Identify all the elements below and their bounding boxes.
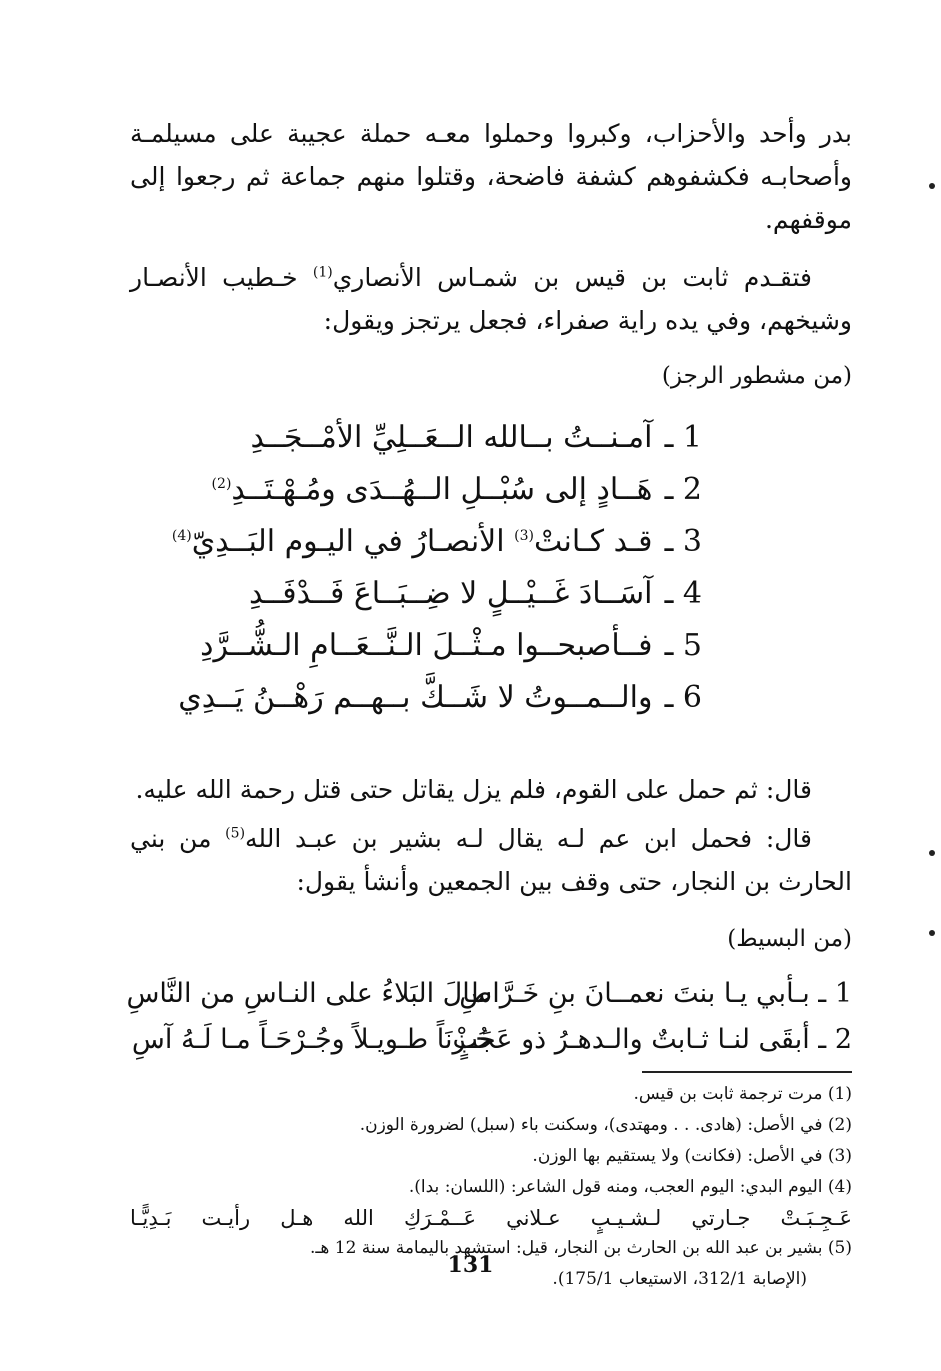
footnote-ref-1: (1) <box>312 264 333 281</box>
poem-line-number: 4 ـ <box>664 576 702 611</box>
poem-line-text: آسَــادَ غَــيْــلٍ لا ضِــبَــاعَ فَــدْفَــدِ <box>248 576 653 611</box>
poem-line-6 <box>130 672 702 724</box>
hemistich-second: حُـزْنَاً طـويـلاً وجُـرْحَـاً مـا لَـهُ آسِ <box>131 1024 492 1055</box>
footnote-ref-2: (2) <box>211 476 232 492</box>
footnote-ref-5: (5) <box>225 825 246 842</box>
hemistich-first: 1 ـ بـأبي يـا بنتَ نعمــانَ بنِ خَـرَّاسِ <box>459 978 852 1009</box>
poem-line-number: 6 ـ <box>664 680 702 715</box>
poem-line-text: آمـنــتُ بــالله الــعَــلِيِّ الأمْــجَــدِ <box>250 420 653 455</box>
footnote-4: (4) اليوم البدي: اليوم العجب، ومنه قول الشاعر: (اللسان: بدا). <box>408 1177 852 1197</box>
hemistich-second: طالَ البَلاءُ على النـاسِ من النَّاسِ <box>126 978 492 1009</box>
footnote-5-source: (الإصابة 312/1، الاستيعاب 175/1). <box>552 1269 807 1289</box>
meter-label-rajaz: (من مشطور الرجز) <box>661 363 852 389</box>
poem-line-5 <box>130 620 702 672</box>
scan-speck <box>929 183 935 189</box>
poem-line-text: هَــادٍ إلى سُبْــلِ الــهُــدَى ومُـهْـتَــدِ <box>231 472 653 507</box>
poem-line-number: 5 ـ <box>664 628 702 663</box>
scan-speck <box>929 850 935 856</box>
footnote-4-verse: عَـجِـبَـتْ جـارتي لـشـيـبٍ عـلاني عَــمْـرَكِ الله هـل رأيـت بَـدِيًّـا <box>130 1206 852 1230</box>
footnote-ref-4: (4) <box>171 528 192 544</box>
paragraph-2 <box>130 256 852 342</box>
poem-basit <box>126 971 852 1063</box>
footnote-2: (2) في الأصل: (هادى. . . ومهتدى)، وسكنت باء (سبل) لضرورة الوزن. <box>359 1115 852 1135</box>
page-body <box>126 112 852 1295</box>
paragraph-2-text-a: فتقـدم ثابت بن قيس بن شمـاس الأنصاري <box>332 263 812 292</box>
poem-line-text: فــأصبحــوا مـثْــلَ الـنَّــعَــامِ الـشُّــرَّدِ <box>200 628 653 663</box>
paragraph-4-text-a: قال: فحمل ابن عم لـه يقال لـه بشير بن عبـد الله <box>245 824 812 853</box>
page-number: 131 <box>447 1252 494 1278</box>
footnote-divider <box>642 1071 852 1073</box>
poem-line-text: قـد كـانتْ <box>534 524 653 559</box>
footnote-5: (5) بشير بن عبد الله بن الحارث بن النجار، قيل: استشهد باليمامة سنة 12 هـ. <box>310 1238 852 1258</box>
footnote-ref-3: (3) <box>514 528 535 544</box>
meter-label-basit: (من البسيط) <box>727 926 852 952</box>
hemistich-first: 2 ـ أبقَى لنـا ثـابتٌ والـدهـرُ ذو عَجَبٍ <box>452 1024 852 1055</box>
poem-couplet-1 <box>126 971 852 1017</box>
paragraph-1: بدر وأحد والأحزاب، وكبروا وحملوا معـه حملة عجيبة على مسيلمـة وأصحابـه فكشفوهم كشفة فاضحة، وقتلوا منهم جماعة ثم رجعوا إلى موقفهم. <box>130 119 852 234</box>
poem-line-number: 3 ـ <box>664 524 702 559</box>
poem-line-text-b: الأنصـارُ في اليـوم البَــدِيّ <box>191 524 515 559</box>
poem-line-number: 1 ـ <box>664 420 702 455</box>
poem-line-number: 2 ـ <box>664 472 702 507</box>
scan-speck <box>929 930 935 936</box>
footnote-1: (1) مرت ترجمة ثابت بن قيس. <box>633 1084 852 1104</box>
poem-rajaz <box>130 412 702 724</box>
poem-couplet-2 <box>130 1017 852 1063</box>
paragraph-4 <box>130 817 852 903</box>
paragraph-3: قال: ثم حمل على القوم، فلم يزل يقاتل حتى قتل رحمة الله عليه. <box>135 775 812 804</box>
footnote-3: (3) في الأصل: (فكانت) ولا يستقيم بها الوزن. <box>532 1146 852 1166</box>
poem-line-1 <box>130 412 702 464</box>
poem-line-3 <box>130 516 702 568</box>
paragraph-2-text-b: خـطيب الأنصـار وشيخهم، وفي يده راية صفراء، فجعل يرتجز ويقول: <box>130 263 852 335</box>
poem-line-text: والــمــوتُ لا شَــكَّ بــهــم رَهْــنُ يَــدِي <box>178 680 653 715</box>
poem-line-2 <box>130 464 702 516</box>
paragraph-4-text-b: من بني الحارث بن النجار، حتى وقف بين الجمعين وأنشأ يقول: <box>130 824 852 896</box>
poem-line-4 <box>130 568 702 620</box>
